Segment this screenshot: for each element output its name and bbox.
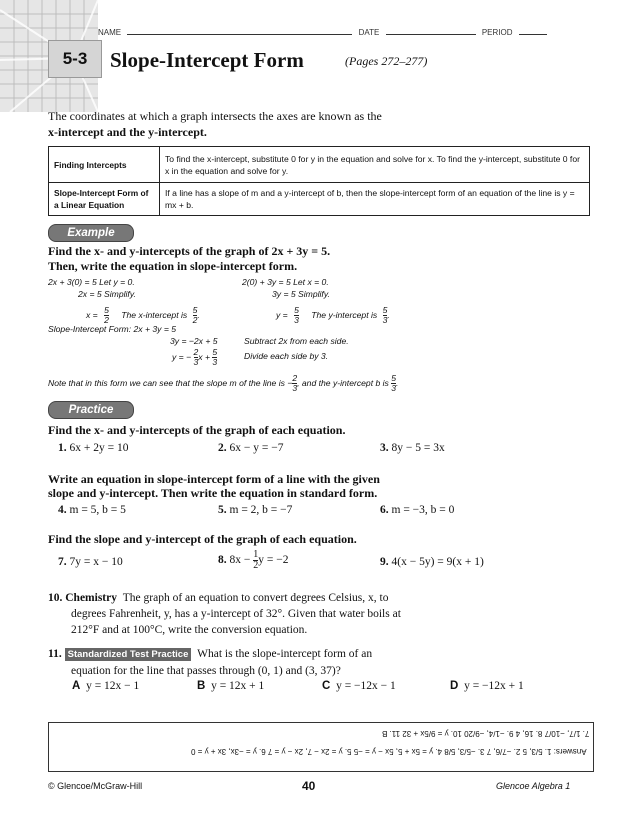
slope-intercept-step-3-note: Divide each side by 3.	[244, 351, 329, 361]
fraction: $\frac{5}{3}$	[382, 305, 388, 325]
standardized-test-badge: Standardized Test Practice	[65, 648, 192, 661]
y-intercept-label: The y-intercept is	[311, 309, 378, 320]
date-label: DATE	[358, 28, 380, 37]
problem-9: 9. 4(x − 5y) = 9(x + 1)	[380, 556, 484, 568]
intro-line-2: x-intercept and the y-intercept.	[48, 125, 207, 139]
problem-8: 8. 8x − $\frac{1}{2}$ y = −2	[218, 549, 289, 571]
problem-6: 6. m = −3, b = 0	[380, 504, 455, 516]
intro-line-1: The coordinates at which a graph intersects the axes are known as the	[48, 109, 382, 123]
example-right-line-1: 2(0) + 3y = 5 Let x = 0.	[242, 277, 329, 287]
period-blank[interactable]	[519, 34, 547, 35]
example-tab: Example	[48, 224, 134, 242]
example-left-line-1: 2x + 3(0) = 5 Let y = 0.	[48, 277, 135, 287]
problem-3: 3. 8y − 5 = 3x	[380, 442, 445, 454]
table-row	[49, 147, 590, 183]
example-right-line-3: y = $\frac{5}{3}$ The y-intercept is $\frac{5}{3}$ .	[276, 305, 390, 325]
fraction: $\frac{5}{3}$	[212, 347, 218, 367]
problem-5: 5. m = 2, b = −7	[218, 504, 293, 516]
answer-key-line-1: Answers: 1. 5/3, 5 2. −7/6, 7 3. −5/3, 5/8 4. y = 5x + 5, 5x − y = −5 5. y = 2x − 7, 2x − y = 7 6. y = −3x, 3x + y = 0	[191, 747, 587, 756]
x-intercept-label: The x-intercept is	[121, 309, 188, 320]
page-reference: (Pages 272–277)	[345, 54, 428, 68]
name-blank[interactable]	[127, 34, 352, 35]
page-title: Slope-Intercept Form	[110, 48, 304, 72]
problem-4: 4. m = 5, b = 5	[58, 504, 126, 516]
problem-10: 10. Chemistry The graph of an equation to convert degrees Celsius, x, to degrees Fahrenheit, y, has a y-intercept of 32°. Given that water boils at 212°F and at 100°C, write the conversion equation.	[48, 592, 401, 636]
y-equals: y =	[276, 309, 288, 320]
table-row	[49, 183, 590, 216]
choice-c[interactable]: C y = −12x − 1	[322, 680, 396, 692]
fraction: $\frac{5}{2}$	[192, 305, 198, 325]
example-left-line-2: 2x = 5 Simplify.	[78, 289, 136, 299]
intro-text	[48, 108, 588, 140]
footer-publisher: © Glencoe/McGraw-Hill	[48, 781, 143, 791]
fraction: $\frac{5}{3}$	[294, 305, 299, 325]
period-label: PERIOD	[481, 28, 513, 37]
x-equals: x =	[86, 309, 98, 320]
slope-intercept-step-3: y = − $\frac{2}{3}$ x + $\frac{5}{3}$	[172, 347, 218, 367]
date-blank[interactable]	[386, 34, 476, 35]
practice-tab: Practice	[48, 401, 134, 419]
slope-intercept-step-2-note: Subtract 2x from each side.	[244, 336, 349, 346]
lesson-number-badge: 5-3	[48, 40, 102, 78]
header-fields	[98, 28, 548, 37]
practice-section-1: Find the x- and y-intercepts of the graph of each equation.	[48, 423, 346, 437]
fraction: $\frac{2}{3}$	[193, 347, 199, 367]
problem-2: 2. 6x − y = −7	[218, 442, 284, 454]
example-right-line-2: 3y = 5 Simplify.	[272, 289, 330, 299]
row-text: To find the x-intercept, substitute 0 for y in the equation and solve for x. To find the y-intercept, substitute 0 for x in the equation and solve for y.	[160, 147, 590, 183]
practice-section-3: Find the slope and y-intercept of the graph of each equation.	[48, 532, 357, 546]
example-prompt-1: Find the x- and y-intercepts of the graph of 2x + 3y = 5.	[48, 244, 331, 258]
reference-table	[48, 146, 590, 216]
example-left-line-3: x = $\frac{5}{2}$ The x-intercept is $\frac{5}{2}$ .	[86, 305, 200, 325]
practice-section-2-line-2: slope and y-intercept. Then write the equation in standard form.	[48, 486, 378, 500]
row-text: If a line has a slope of m and a y-intercept of b, then the slope-intercept form of an equation of the line is y = mx + b.	[160, 183, 590, 216]
problem-1: 1. 6x + 2y = 10	[58, 442, 129, 454]
choice-d[interactable]: D y = −12x + 1	[450, 680, 524, 692]
choice-b[interactable]: B y = 12x + 1	[197, 680, 265, 692]
fraction: $\frac{1}{2}$	[253, 549, 259, 571]
choice-a[interactable]: A y = 12x − 1	[72, 680, 140, 692]
row-label: Slope-Intercept Form of a Linear Equation	[49, 183, 160, 216]
fraction: $\frac{5}{3}$	[391, 373, 397, 393]
row-label: Finding Intercepts	[49, 147, 160, 183]
slope-intercept-label: Slope-Intercept Form: 2x + 3y = 5	[48, 324, 177, 334]
name-label: NAME	[98, 28, 122, 37]
footer-book: Glencoe Algebra 1	[496, 781, 571, 791]
example-prompt-2: Then, write the equation in slope-intercept form.	[48, 259, 298, 273]
problem-11: 11. Standardized Test Practice What is the slope-intercept form of an equation for the line that passes through (0, 1) and (3, 37)?	[48, 648, 373, 677]
page-number: 40	[302, 779, 316, 793]
example-note: Note that in this form we can see that the slope m of the line is − $\frac{2}{3}$ , and the y-intercept b is $\frac{5}{3}$ .	[48, 373, 399, 393]
slope-intercept-step-2: 3y = −2x + 5	[170, 336, 218, 346]
fraction: $\frac{2}{3}$	[292, 373, 298, 393]
fraction: $\frac{5}{2}$	[104, 305, 109, 325]
problem-7: 7. 7y = x − 10	[58, 556, 123, 568]
answer-key-line-2: 7. 1/7, −10/7 8. 16, 4 9. −1/4, −9/20 10. y = 9/5x + 32 11. B	[381, 729, 589, 738]
practice-section-2-line-1: Write an equation in slope-intercept form of a line with the given	[48, 472, 380, 486]
answer-key-box	[48, 722, 594, 772]
